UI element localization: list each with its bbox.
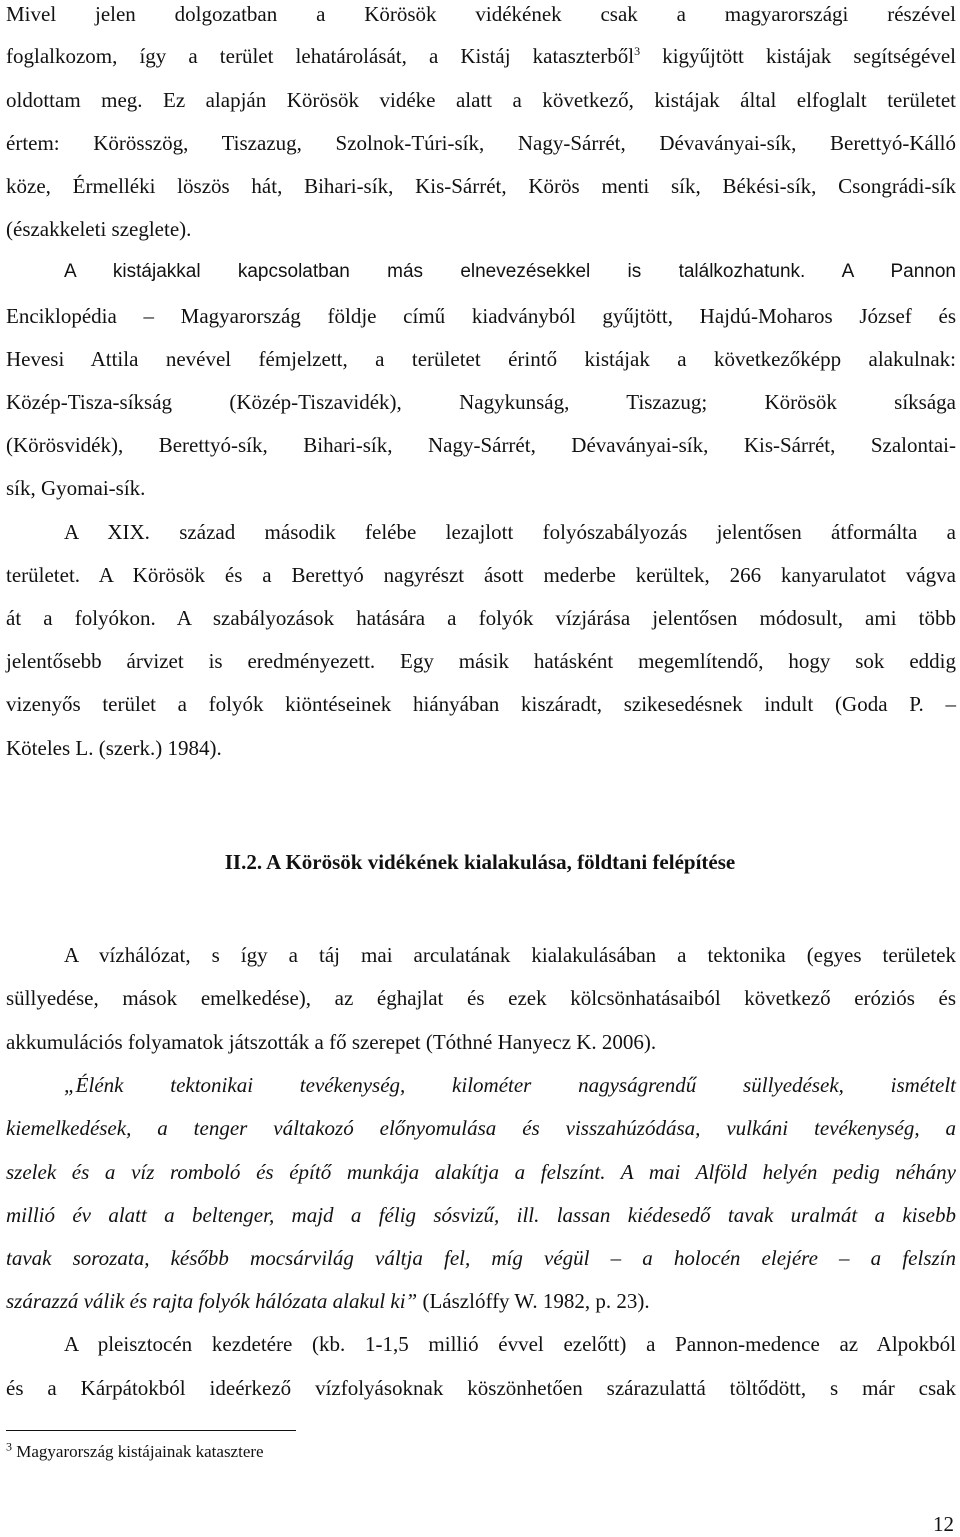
paragraph-1-line-4: értem: Körösszög, Tiszazug, Szolnok-Túri-sík, Nagy-Sárrét, Dévaványai-sík, Berettyó-Kálló [6,131,956,155]
footnote-reference[interactable]: 3 [634,44,641,58]
text-run: foglalkozom, így a terület lehatárolását, a Kistáj kataszterből [6,44,635,68]
paragraph-4-line-3: akkumulációs folyamatok játszották a fő szerepet (Tóthné Hanyecz K. 2006). [6,1030,657,1054]
page-number: 12 [933,1512,954,1536]
quote-line-2: kiemelkedések, a tenger váltakozó előnyomulása és visszahúzódása, vulkáni tevékenység, a [6,1116,956,1140]
paragraph-3-line-2: területet. A Körösök és a Berettyó nagyrészt ásott mederbe kerültek, 266 kanyarulatot vágva [6,563,956,587]
quote-citation: (Lászlóffy W. 1982, p. 23). [417,1289,650,1313]
paragraph-3-line-4: jelentősebb árvizet is eredményezett. Egy másik hatásként megemlítendő, hogy sok eddig [6,649,956,673]
paragraph-1-line-3: oldottam meg. Ez alapján Körösök vidéke alatt a következő, kistájak által elfoglalt területet [6,88,956,112]
paragraph-1-line-1: Mivel jelen dolgozatban a Körösök vidékének csak a magyarországi részével [6,2,956,26]
footnote-text: Magyarország kistájainak katasztere [12,1442,264,1461]
paragraph-2-line-5: (Körösvidék), Berettyó-sík, Bihari-sík, Nagy-Sárrét, Dévaványai-sík, Kis-Sárrét, Szalontai- [6,433,956,457]
paragraph-5-line-2: és a Kárpátokból ideérkező vízfolyásoknak köszönhetően szárazulattá töltődött, s már csak [6,1376,956,1400]
paragraph-1-line-2 [6,42,956,70]
paragraph-2-line-2: Enciklopédia – Magyarország földje című kiadványból gyűjtött, Hajdú-Moharos József és [6,304,956,328]
paragraph-1-line-6: (északkeleti szeglete). [6,217,192,241]
paragraph-1-line-5: köze, Érmelléki löszös hát, Bihari-sík, Kis-Sárrét, Körös menti sík, Békési-sík, Csongrádi-sík [6,174,956,198]
paragraph-4-line-1: A vízhálózat, s így a táj mai arculatának kialakulásában a tektonika (egyes területek [64,943,956,967]
footnote-separator [6,1430,296,1431]
paragraph-2-line-3: Hevesi Attila nevével fémjelzett, a területet érintő kistájak a következőképp alakulnak: [6,347,956,371]
paragraph-2-line-4: Közép-Tisza-síkság (Közép-Tiszavidék), Nagykunság, Tiszazug; Körösök síksága [6,390,956,414]
quote-line-5: tavak sorozata, később mocsárvilág váltja fel, míg végül – a holocén elejére – a felszín [6,1246,956,1270]
quote-text: szárazzá válik és rajta folyók hálózata alakul ki” [6,1289,418,1313]
quote-line-4: millió év alatt a beltenger, majd a félig sósvizű, ill. lassan kiédesedő tavak uralmát a kisebb [6,1203,956,1227]
footnote [6,1440,264,1464]
quote-line-6 [6,1287,956,1315]
paragraph-3-line-6: Köteles L. (szerk.) 1984). [6,736,222,760]
text-run: kigyűjtött kistájak segítségével [640,44,956,68]
footnote-marker: 3 [6,1439,12,1454]
paragraph-3-line-5: vizenyős terület a folyók kiöntéseinek hiányában kiszáradt, szikesedésnek indult (Goda P. – [6,692,956,716]
paragraph-5-line-1: A pleisztocén kezdetére (kb. 1-1,5 millió évvel ezelőtt) a Pannon-medence az Alpokból [64,1332,956,1356]
paragraph-2-line-1: A kistájakkal kapcsolatban más elnevezésekkel is találkozhatunk. A Pannon [64,261,956,282]
quote-line-3: szelek és a víz romboló és építő munkája alakítja a felszínt. A mai Alföld helyén pedig néhány [6,1160,956,1184]
paragraph-2-line-6: sík, Gyomai-sík. [6,476,146,500]
paragraph-3-line-1: A XIX. század második felébe lezajlott folyószabályozás jelentősen átformálta a [64,520,956,544]
section-heading: II.2. A Körösök vidékének kialakulása, földtani felépítése [224,850,736,874]
paragraph-4-line-2: süllyedése, mások emelkedése), az éghajlat és ezek kölcsönhatásaiból következő eróziós és [6,986,956,1010]
paragraph-3-line-3: át a folyókon. A szabályozások hatására a folyók vízjárása jelentősen módosult, ami több [6,606,956,630]
quote-line-1: „Élénk tektonikai tevékenység, kilométer nagyságrendű süllyedések, ismételt [64,1073,956,1097]
